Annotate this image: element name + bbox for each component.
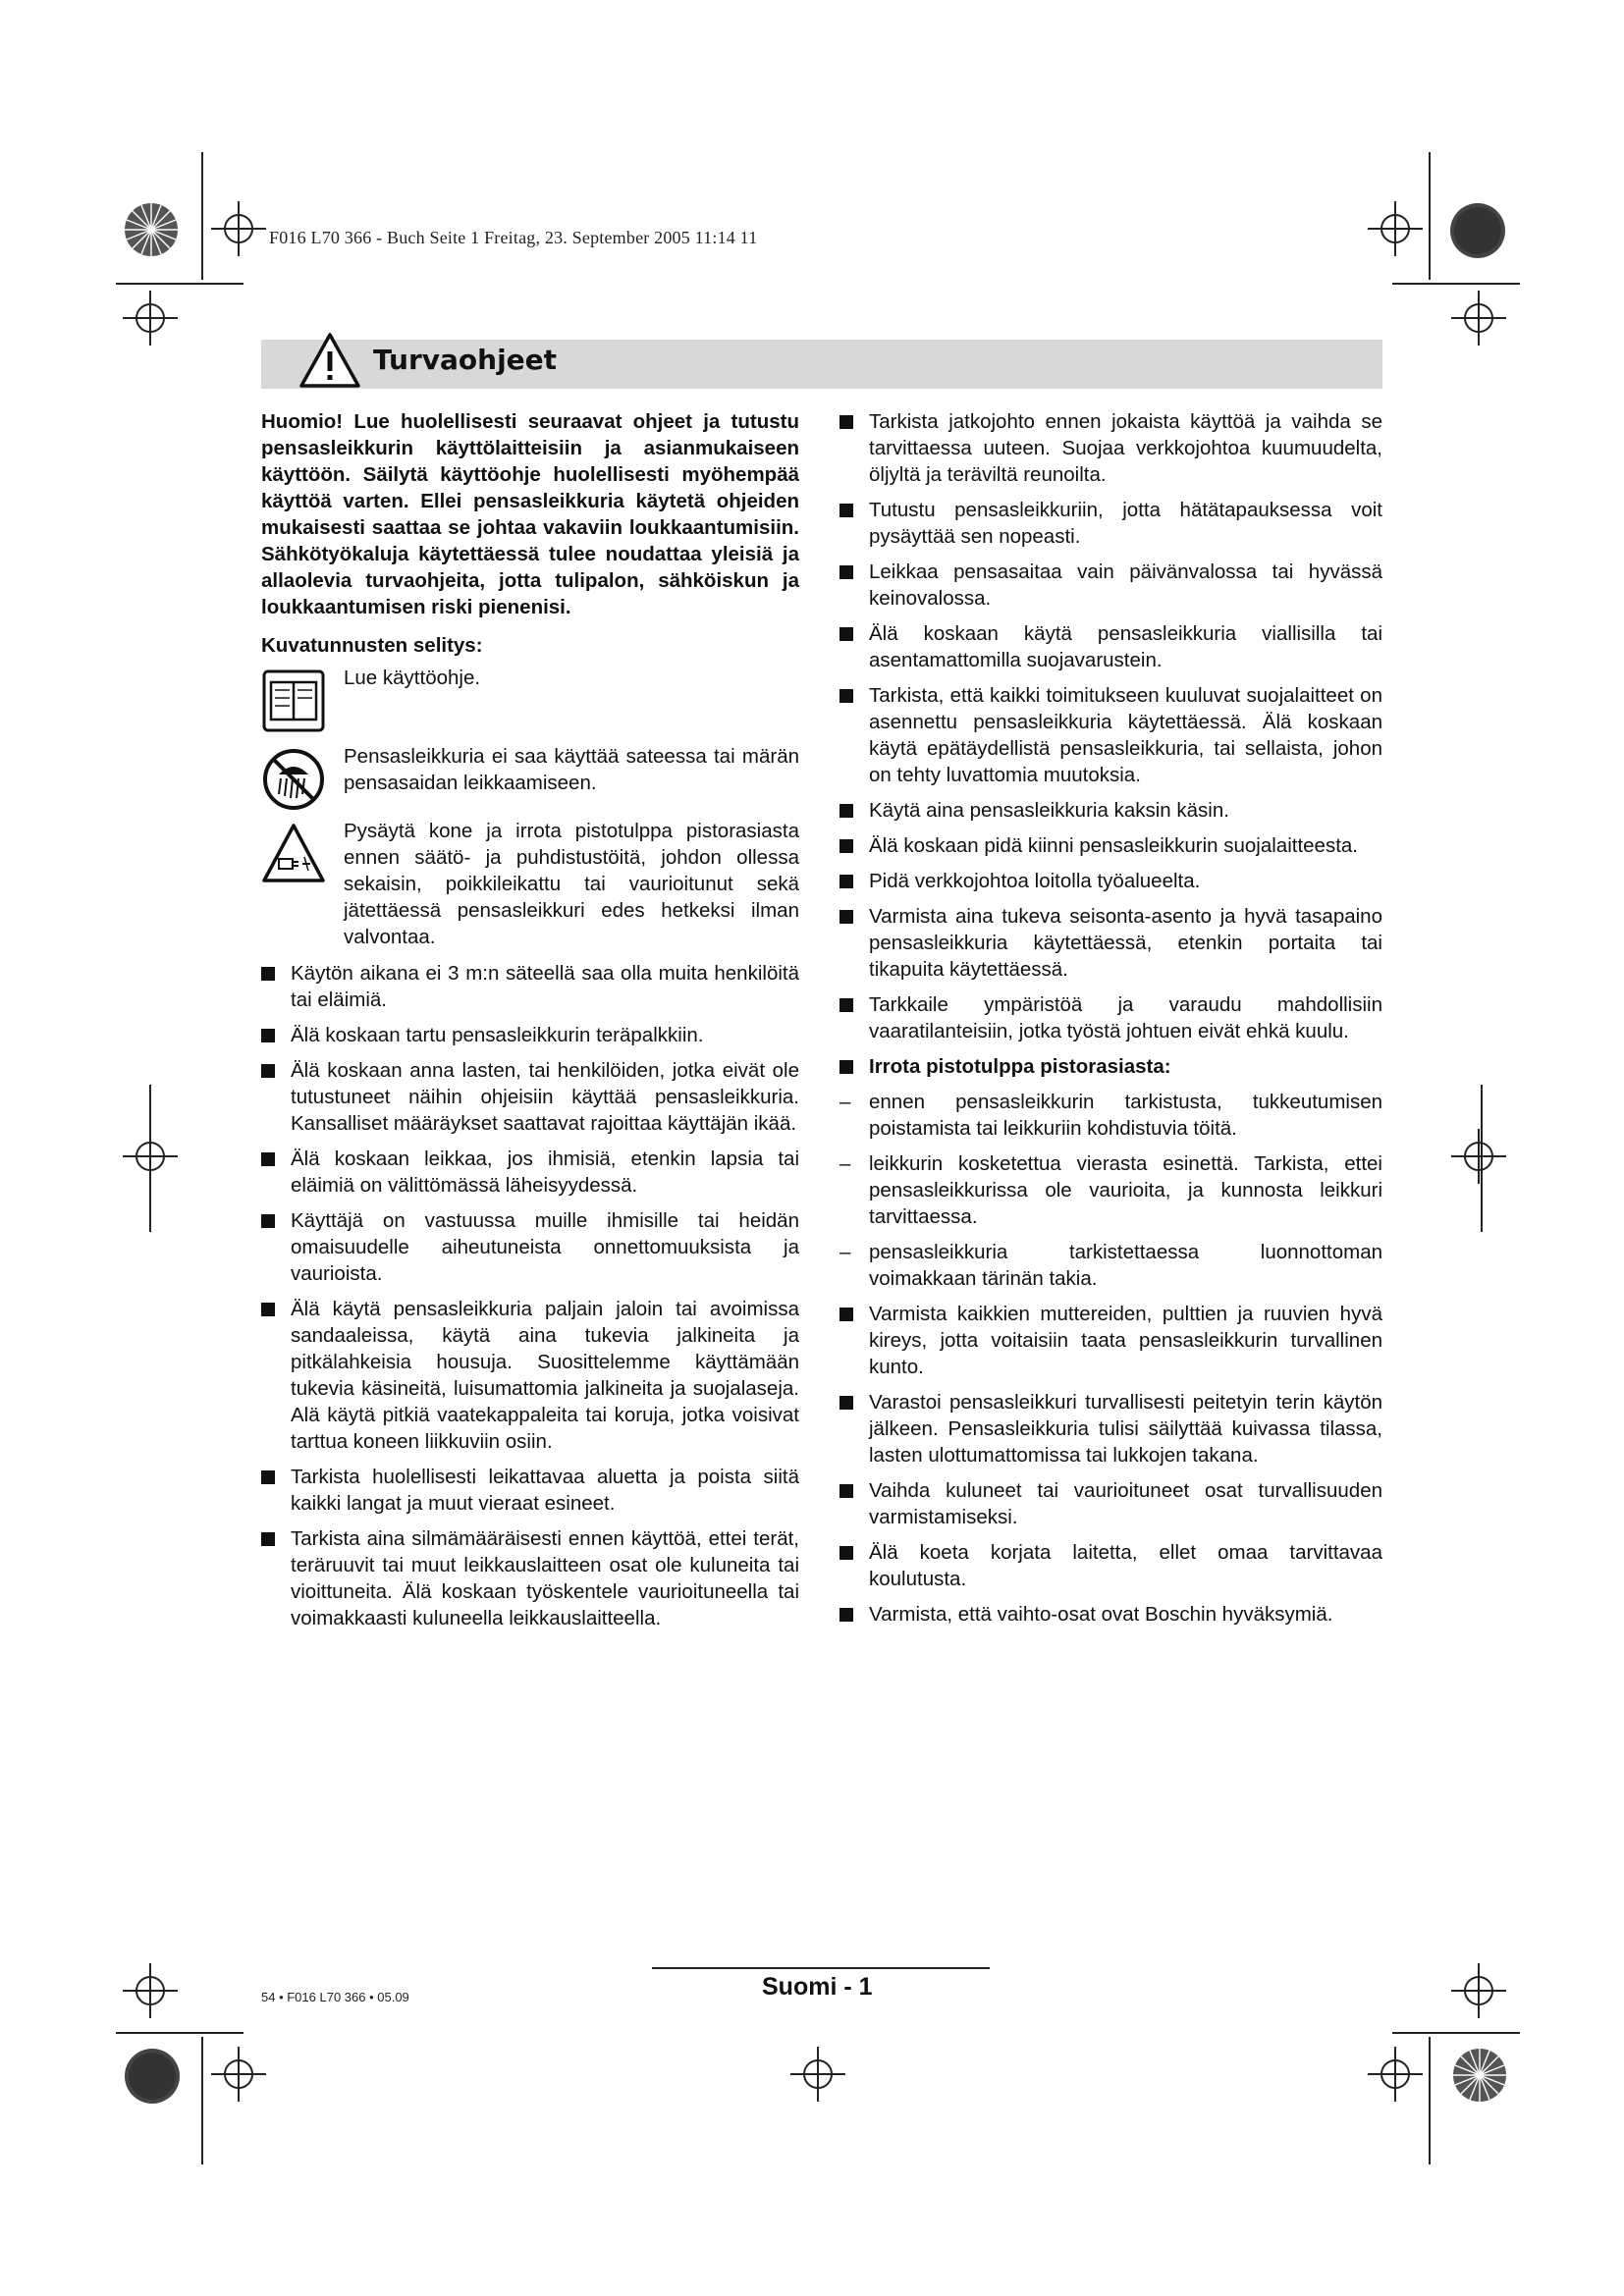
footer-rule xyxy=(652,1967,990,1969)
list-item: Älä koskaan anna lasten, tai henkilöiden, jotka eivät ole tutustuneet näihin ohjeisiin käyttää pensasleikkuria. Kansalliset määräykset saattavat rajoittaa käyttäjän ikää. xyxy=(261,1057,799,1137)
trim-line xyxy=(116,283,244,285)
dash-item: – pensasleikkuria tarkistettaessa luonnottoman voimakkaan tärinän takia. xyxy=(839,1241,1382,1290)
list-item: Leikkaa pensasaitaa vain päivänvalossa tai hyvässä keinovalossa. xyxy=(839,559,1382,612)
print-header: F016 L70 366 - Buch Seite 1 Freitag, 23. September 2005 11:14 11 xyxy=(269,228,758,247)
dash-item-text: leikkurin kosketettua vierasta esinettä. Tarkista, ettei pensasleikkurissa ole vaurioita, ja kunnosta leikkuri tarvittaessa. xyxy=(869,1152,1382,1228)
symbol-row xyxy=(261,743,799,808)
no-rain-icon xyxy=(261,747,326,812)
page-title: Turvaohjeet xyxy=(373,344,558,376)
left-column xyxy=(261,408,799,1640)
sunburst-mark-icon xyxy=(123,201,180,258)
dash-item-text: pensasleikkuria tarkistettaessa luonnottoman voimakkaan tärinän takia. xyxy=(869,1241,1382,1290)
sunburst-mark-icon xyxy=(1451,2047,1508,2104)
symbol-text: Pensasleikkuria ei saa käyttää sateessa tai märän pensasaidan leikkaamiseen. xyxy=(344,745,799,794)
symbol-text: Lue käyttöohje. xyxy=(344,667,481,689)
crosshair-mark-icon xyxy=(211,201,266,256)
unplug-heading: Irrota pistotulppa pistorasiasta: xyxy=(839,1053,1382,1080)
dash-item: – leikkurin kosketettua vierasta esinettä. Tarkista, ettei pensasleikkurissa ole vaurioita, ja kunnosta leikkuri tarvittaessa. xyxy=(839,1152,1382,1228)
manual-book-icon xyxy=(261,668,326,733)
trim-line xyxy=(1429,152,1431,280)
list-item: Vaihda kuluneet tai vaurioituneet osat turvallisuuden varmistamiseksi. xyxy=(839,1477,1382,1530)
crosshair-mark-icon xyxy=(123,1963,178,2018)
unplug-warning-icon xyxy=(261,822,326,886)
crosshair-mark-icon xyxy=(123,291,178,346)
trim-line xyxy=(1481,1085,1483,1232)
list-item: Käytä aina pensasleikkuria kaksin käsin. xyxy=(839,797,1382,824)
list-item: Älä koskaan tartu pensasleikkurin teräpalkkiin. xyxy=(261,1022,799,1048)
list-item: Älä koeta korjata laitetta, ellet omaa tarvittavaa koulutusta. xyxy=(839,1539,1382,1592)
list-item: Varmista, että vaihto-osat ovat Boschin hyväksymiä. xyxy=(839,1601,1382,1628)
footer-page-label: Suomi - 1 xyxy=(762,1973,873,2001)
list-item: Tarkista jatkojohto ennen jokaista käyttöä ja vaihda se tarvittaessa uuteen. Suojaa verkkojohtoa kuumuudelta, öljyltä ja teräviltä reunoilta. xyxy=(839,408,1382,488)
list-item: Varmista kaikkien muttereiden, pulttien ja ruuvien hyvä kireys, jotta voitaisiin taata pensasleikkurin turvallinen kunto. xyxy=(839,1301,1382,1380)
list-item: Tarkista huolellisesti leikattavaa aluetta ja poista siitä kaikki langat ja muut vieraat esineet. xyxy=(261,1464,799,1517)
right-column xyxy=(839,408,1382,1636)
list-item: Varmista aina tukeva seisonta-asento ja hyvä tasapaino pensasleikkuria käytettäessä, etenkin portaita tai tikapuita käytettäessä. xyxy=(839,903,1382,983)
list-item: Pidä verkkojohtoa loitolla työalueelta. xyxy=(839,868,1382,894)
warning-triangle-icon xyxy=(298,332,361,389)
trim-line xyxy=(149,1085,151,1232)
crosshair-mark-icon xyxy=(1451,1129,1506,1184)
solid-mark-icon xyxy=(1448,201,1507,260)
crosshair-mark-icon xyxy=(1368,201,1423,256)
list-item: Tarkkaile ympäristöä ja varaudu mahdollisiin vaaratilanteisiin, jotka työstä johtuen eivät ehkä kuulu. xyxy=(839,991,1382,1044)
trim-line xyxy=(1392,283,1520,285)
trim-line xyxy=(201,152,203,280)
trim-line xyxy=(116,2032,244,2034)
symbol-text: Pysäytä kone ja irrota pistotulppa pistorasiasta ennen säätö- ja puhdistustöitä, johdon ollessa sekaisin, poikkileikattu tai vaurioitunut sekä jätettäessä pensasleikkuri edes hetkeksi ilman valvontaa. xyxy=(344,820,799,948)
symbols-heading: Kuvatunnusten selitys: xyxy=(261,634,483,657)
dash-item-text: ennen pensasleikkurin tarkistusta, tukkeutumisen poistamista tai leikkuriin kohdistuvia töitä. xyxy=(869,1091,1382,1140)
list-item: Käyttäjä on vastuussa muille ihmisille tai heidän omaisuudelle aiheutuneista onnettomuuksista ja vaurioista. xyxy=(261,1207,799,1287)
list-item: Tarkista, että kaikki toimitukseen kuuluvat suojalaitteet on asennettu pensasleikkuria käytettäessä. Älä koskaan käytä epätäydellistä pensasleikkuria, tai sellaista, johon on tehty luvattomia muutoksia. xyxy=(839,682,1382,788)
intro-paragraph: Huomio! Lue huolellisesti seuraavat ohjeet ja tutustu pensasleikkurin käyttölaitteisiin ja asianmukaiseen käyttöön. Säilytä käyttöohje huolellisesti myöhempää käyttöä varten. Ellei pensasleikkuria käytetä ohjeiden mukaisesti saattaa se johtaa vakaviin loukkaantumisiin. Sähkötyökaluja käytettäessä tulee noudattaa yleisiä ja allaolevia turvaohjeita, jotta tulipalon, sähköiskun ja loukkaantumisen riski pienenisi. xyxy=(261,410,799,618)
crosshair-mark-icon xyxy=(1451,1963,1506,2018)
trim-line xyxy=(201,2037,203,2164)
list-item: Älä koskaan pidä kiinni pensasleikkurin suojalaitteesta. xyxy=(839,832,1382,859)
footer-code: 54 • F016 L70 366 • 05.09 xyxy=(261,1990,409,2004)
list-item: Tarkista aina silmämääräisesti ennen käyttöä, ettei terät, teräruuvit tai muut leikkauslaitteen osat ole kuluneita tai vioittuneita. Älä koskaan työskentele vaurioituneella tai voimakkaasti kuluneella leikkauslaitteella. xyxy=(261,1525,799,1631)
list-item: Älä käytä pensasleikkuria paljain jaloin tai avoimissa sandaaleissa, käytä aina tukevia jalkineita ja pitkälahkeisia housuja. Suosittelemme käyttämään tukevia käsineitä, luisumattomia jalkineita ja suojalaseja. Alä käytä pitkiä vaatekappaleita tai koruja, jotka voisivat tarttua koneen liikkuviin osiin. xyxy=(261,1296,799,1455)
list-item: Älä koskaan käytä pensasleikkuria viallisilla tai asentamattomilla suojavarustein. xyxy=(839,620,1382,673)
symbol-row xyxy=(261,818,799,950)
trim-line xyxy=(1392,2032,1520,2034)
solid-mark-icon xyxy=(123,2047,182,2106)
crosshair-mark-icon xyxy=(211,2047,266,2102)
list-item: Älä koskaan leikkaa, jos ihmisiä, etenkin lapsia tai eläimiä on välittömässä läheisyydessä. xyxy=(261,1146,799,1199)
list-item: Varastoi pensasleikkuri turvallisesti peitetyin terin käytön jälkeen. Pensasleikkuria tulisi säilyttää kuivassa tilassa, lasten ulottumattomissa tai lukkojen takana. xyxy=(839,1389,1382,1468)
trim-line xyxy=(1429,2037,1431,2164)
crosshair-mark-icon xyxy=(1368,2047,1423,2102)
list-item: Tutustu pensasleikkuriin, jotta hätätapauksessa voit pysäyttää sen nopeasti. xyxy=(839,497,1382,550)
crosshair-mark-icon xyxy=(1451,291,1506,346)
dash-item: – ennen pensasleikkurin tarkistusta, tukkeutumisen poistamista tai leikkuriin kohdistuvia töitä. xyxy=(839,1091,1382,1140)
symbol-row xyxy=(261,665,799,729)
crosshair-mark-icon xyxy=(790,2047,845,2102)
list-item: Käytön aikana ei 3 m:n säteellä saa olla muita henkilöitä tai eläimiä. xyxy=(261,960,799,1013)
